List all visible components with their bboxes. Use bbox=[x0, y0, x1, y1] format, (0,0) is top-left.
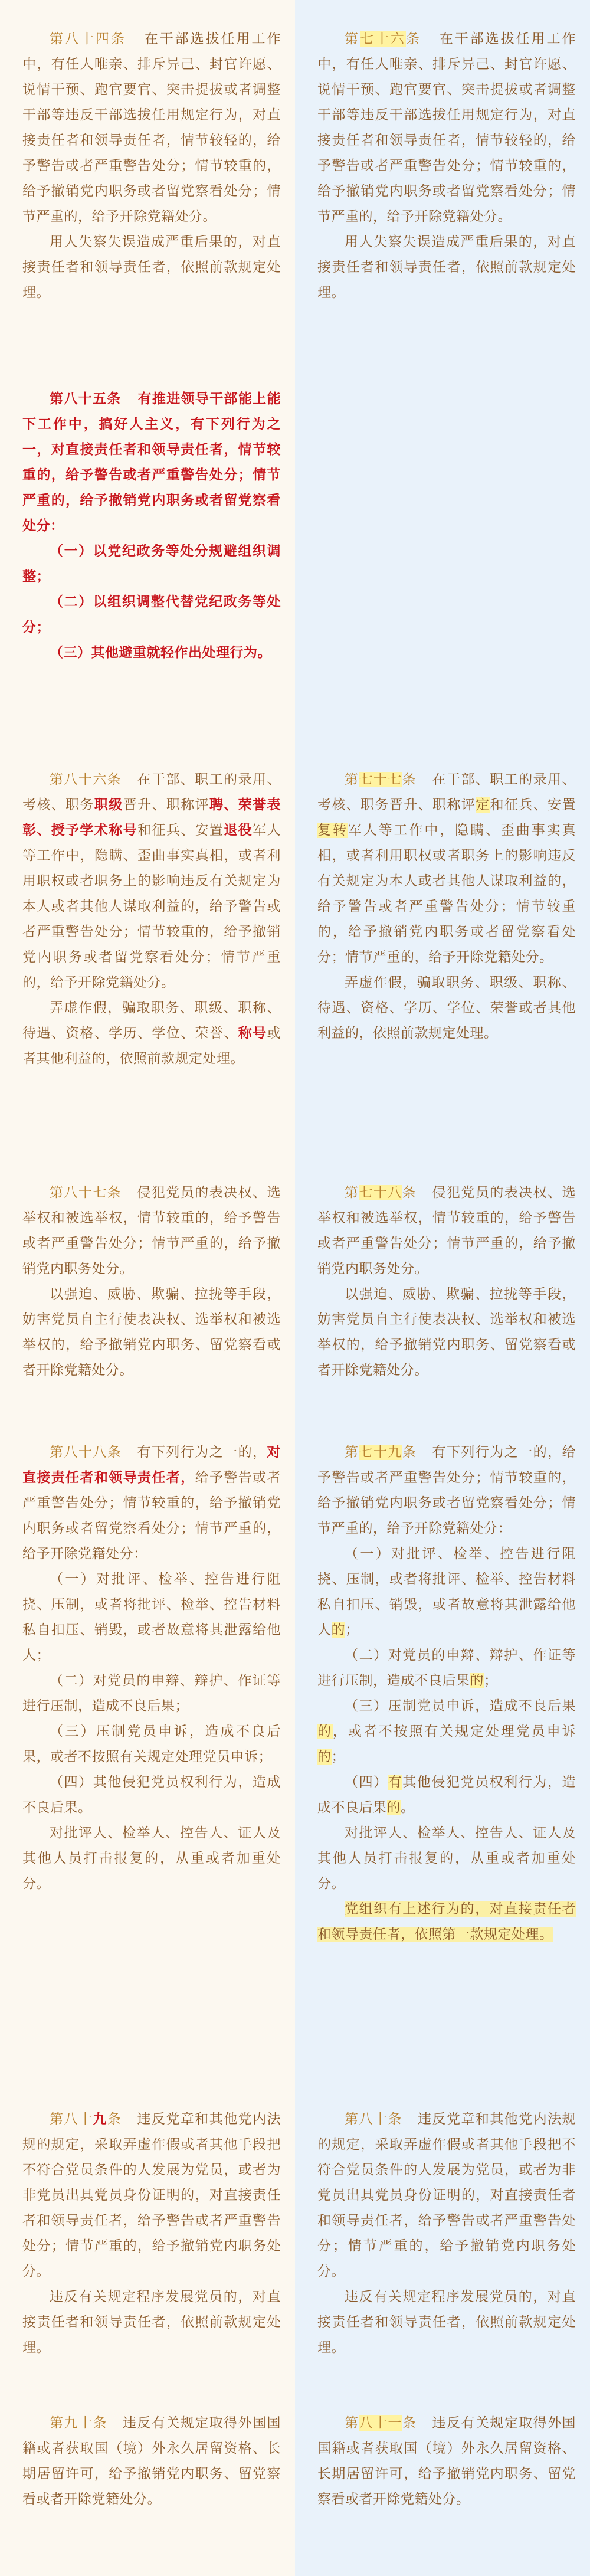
article-number: 第八十条 bbox=[345, 2112, 402, 2127]
article-76: 第七十六条 在干部选拔任用工作中，有任人唯亲、排斥异己、封官许愿、说情干预、跑官要官、突击提拔或者调整干部等违反干部选拔任用规定行为，对直接责任者和领导责任者，情节较轻的，给予警告或者严重警告处分；情节较重的，给予撤销党内职务或者留党察看处分；情节严重的，给予开除党籍处分。 用人失察失误造成严重后果的，对直接责任者和领导责任者，依照前款规定处理。 bbox=[317, 27, 576, 306]
changed-text: 八十一 bbox=[359, 2415, 402, 2431]
changed-text: 有 bbox=[388, 1775, 403, 1790]
article-item: （四）有其他侵犯党员权利行为，造成不良后果的。 bbox=[317, 1775, 576, 1815]
article-79: 第七十九条 有下列行为之一的，给予警告或者严重警告处分；情节较重的，给予撤销党内职务或者留党察看处分；情节严重的，给予开除党籍处分： （一）对批评、检举、控告进行阻挠、压制，或者将批评、检举、控告材料私自扣压、销毁，或者故意将其泄露给他人的； （二）对党员的申辩、辩护、作证等进行压制，造成不良后果的； （三）压制党员申诉，造成不良后果的，或者不按照有关规定处理党员申诉的； （四）有其他侵犯党员权利行为，造成不良后果的。 对批评人、检举人、控告人、证人及其他人员打击报复的，从重或者加重处分。 党组织有上述行为的，对直接责任者和领导责任者，依照第一款规定处理。 bbox=[317, 1445, 576, 1942]
article-item: （三）压制党员申诉，造成不良后果的，或者不按照有关规定处理党员申诉的； bbox=[317, 1698, 576, 1765]
article-number: 第八十四条 bbox=[50, 31, 126, 47]
article-item: （三）其他避重就轻作出处理行为。 bbox=[50, 645, 271, 660]
changed-text: 的 bbox=[317, 1724, 333, 1739]
added-text: 称号 bbox=[238, 1026, 267, 1041]
article-paragraph: 用人失察失误造成严重后果的，对直接责任者和领导责任者，依照前款规定处理。 bbox=[317, 234, 576, 300]
added-text: 对直接责任者和领导责任者， bbox=[22, 1445, 281, 1485]
article-81: 第八十一条 违反有关规定取得外国国籍或者获取国（境）外永久居留资格、长期居留许可，给予撤销党内职务、留党察看或者开除党籍处分。 bbox=[317, 2415, 576, 2507]
article-item: （一）以党纪政务等处分规避组织调整； bbox=[22, 544, 281, 584]
article-number: 第八十六条 bbox=[50, 772, 122, 787]
article-paragraph: 对批评人、检举人、控告人、证人及其他人员打击报复的，从重或者加重处分。 bbox=[22, 1825, 281, 1891]
changed-text: 七十七 bbox=[359, 772, 402, 787]
article-body: 有推进领导干部能上能下工作中，搞好人主义，有下列行为之一，对直接责任者和领导责任者，情节较重的，给予警告或者严重警告处分；情节严重的，给予撤销党内职务或者留党察看处分： bbox=[22, 391, 281, 533]
changed-text: 的 bbox=[470, 1673, 484, 1688]
added-text: 退役 bbox=[224, 823, 253, 838]
changed-text: 定 bbox=[476, 797, 490, 813]
added-text: 聘、荣誉表彰、授予学术称号 bbox=[22, 797, 281, 838]
article-item: （二）以组织调整代替党纪政务等处分； bbox=[22, 594, 281, 635]
removed-paragraph: 党组织有上述行为的，对直接责任者和领导责任者，依照第一款规定处理。 bbox=[317, 1901, 576, 1942]
article-89: 第八十九条 违反党章和其他党内法规的规定，采取弄虚作假或者其他手段把不符合党员条件的人发展为党员，或者为非党员出具党员身份证明的，对直接责任者和领导责任者，给予警告或者严重警告处分；情节严重的，给予撤销党内职务处分。 违反有关规定程序发展党员的，对直接责任者和领导责任者，依照前款规定处理。 bbox=[22, 2107, 281, 2361]
article-number: 第八十五条 bbox=[50, 391, 122, 407]
article-item: （二）对党员的申辩、辩护、作证等进行压制，造成不良后果； bbox=[22, 1673, 281, 1714]
article-paragraph: 以强迫、威胁、欺骗、拉拢等手段，妨害党员自主行使表决权、选举权和被选举权的，给予撤销党内职务、留党察看或者开除党籍处分。 bbox=[22, 1287, 281, 1378]
article-90: 第九十条 违反有关规定取得外国国籍或者获取国（境）外永久居留资格、长期居留许可，给予撤销党内职务、留党察看或者开除党籍处分。 bbox=[22, 2415, 281, 2507]
article-88: 第八十八条 有下列行为之一的，对直接责任者和领导责任者，给予警告或者严重警告处分；情节较重的，给予撤销党内职务或者留党察看处分；情节严重的，给予开除党籍处分： （一）对批评、检举、控告进行阻挠、压制，或者将批评、检举、控告材料私自扣压、销毁，或者故意将其泄露给他人； （二）对党员的申辩、辩护、作证等进行压制，造成不良后果； （三）压制党员申诉，造成不良后果，或者不按照有关规定处理党员申诉； （四）其他侵犯党员权利行为，造成不良后果。 对批评人、检举人、控告人、证人及其他人员打击报复的，从重或者加重处分。 bbox=[22, 1440, 281, 1897]
changed-text: 复转 bbox=[317, 823, 348, 838]
changed-text: 七十九 bbox=[359, 1445, 402, 1460]
article-item: （一）对批评、检举、控告进行阻挠、压制，或者将批评、检举、控告材料私自扣压、销毁，或者故意将其泄露给他人； bbox=[22, 1572, 281, 1663]
article-paragraph: 违反有关规定程序发展党员的，对直接责任者和领导责任者，依照前款规定处理。 bbox=[317, 2289, 576, 2355]
article-paragraph: 违反有关规定程序发展党员的，对直接责任者和领导责任者，依照前款规定处理。 bbox=[22, 2289, 281, 2355]
article-paragraph: 对批评人、检举人、控告人、证人及其他人员打击报复的，从重或者加重处分。 bbox=[317, 1825, 576, 1891]
article-number: 第八十七条 bbox=[50, 1185, 122, 1200]
changed-text: 七十八 bbox=[359, 1185, 402, 1200]
article-item: （四）其他侵犯党员权利行为，造成不良后果。 bbox=[22, 1775, 281, 1815]
article-78: 第七十八条 侵犯党员的表决权、选举权和被选举权，情节较重的，给予警告或者严重警告处分；情节严重的，给予撤销党内职务处分。 以强迫、威胁、欺骗、拉拢等手段，妨害党员自主行使表决权、选举权和被选举权的，给予撤销党内职务、留党察看或者开除党籍处分。 bbox=[317, 1180, 576, 1383]
changed-text: 的 bbox=[317, 1749, 332, 1765]
article-87: 第八十七条 侵犯党员的表决权、选举权和被选举权，情节较重的，给予警告或者严重警告处分；情节严重的，给予撤销党内职务处分。 以强迫、威胁、欺骗、拉拢等手段，妨害党员自主行使表决权、选举权和被选举权的，给予撤销党内职务、留党察看或者开除党籍处分。 bbox=[22, 1180, 281, 1383]
article-item: （二）对党员的申辩、辩护、作证等进行压制，造成不良后果的； bbox=[317, 1648, 576, 1688]
article-paragraph: 弄虚作假，骗取职务、职级、职称、待遇、资格、学历、学位、荣誉或者其他利益的，依照前款规定处理。 bbox=[317, 975, 576, 1041]
added-text: 职级 bbox=[94, 797, 123, 813]
article-number: 第九十条 bbox=[50, 2415, 107, 2431]
right-column-old-text bbox=[295, 0, 590, 2576]
article-item: （一）对批评、检举、控告进行阻挠、压制，或者将批评、检举、控告材料私自扣压、销毁，或者故意将其泄露给他人的； bbox=[317, 1546, 576, 1638]
article-number: 第八十八条 bbox=[50, 1445, 122, 1460]
changed-text: 的 bbox=[386, 1800, 401, 1815]
article-86: 第八十六条 在干部、职工的录用、考核、职务职级晋升、职称评聘、荣誉表彰、授予学术称号和征兵、安置退役军人等工作中，隐瞒、歪曲事实真相，或者利用职权或者职务上的影响违反有关规定为本人或者其他人谋取利益的，给予警告或者严重警告处分；情节较重的，给予撤销党内职务或者留党察看处分；情节严重的，给予开除党籍处分。 弄虚作假，骗取职务、职级、职称、待遇、资格、学历、学位、荣誉、称号或者其他利益的，依照前款规定处理。 bbox=[22, 772, 281, 1066]
changed-text: 的 bbox=[331, 1622, 345, 1638]
article-paragraph: 以强迫、威胁、欺骗、拉拢等手段，妨害党员自主行使表决权、选举权和被选举权的，给予撤销党内职务、留党察看或者开除党籍处分。 bbox=[317, 1287, 576, 1378]
article-77: 第七十七条 在干部、职工的录用、考核、职务晋升、职称评定和征兵、安置复转军人等工作中，隐瞒、歪曲事实真相，或者利用职权或者职务上的影响违反有关规定为本人或者其他人谋取利益的，给予警告或者严重警告处分；情节较重的，给予撤销党内职务或者留党察看处分；情节严重的，给予开除党籍处分。 弄虚作假，骗取职务、职级、职称、待遇、资格、学历、学位、荣誉或者其他利益的，依照前款规定处理。 bbox=[317, 767, 576, 1046]
changed-text: 七十六 bbox=[359, 31, 406, 47]
article-84 bbox=[22, 27, 281, 306]
article-body: 在干部选拔任用工作中，有任人唯亲、排斥异己、封官许愿、说情干预、跑官要官、突击提拔或者调整干部等违反干部选拔任用规定行为，对直接责任者和领导责任者，情节较轻的，给予警告或者严重警告处分；情节较重的，给予撤销党内职务或者留党察看处分；情节严重的，给予开除党籍处分。 bbox=[22, 31, 281, 224]
article-paragraph: 用人失察失误造成严重后果的，对直接责任者和领导责任者，依照前款规定处理。 bbox=[22, 234, 281, 300]
article-item: （三）压制党员申诉，造成不良后果，或者不按照有关规定处理党员申诉； bbox=[22, 1724, 281, 1765]
article-85 bbox=[22, 387, 281, 666]
article-80: 第八十条 违反党章和其他党内法规的规定，采取弄虚作假或者其他手段把不符合党员条件的人发展为党员，或者为非党员出具党员身份证明的，对直接责任者和领导责任者，给予警告或者严重警告处分；情节严重的，给予撤销党内职务处分。 违反有关规定程序发展党员的，对直接责任者和领导责任者，依照前款规定处理。 bbox=[317, 2107, 576, 2361]
